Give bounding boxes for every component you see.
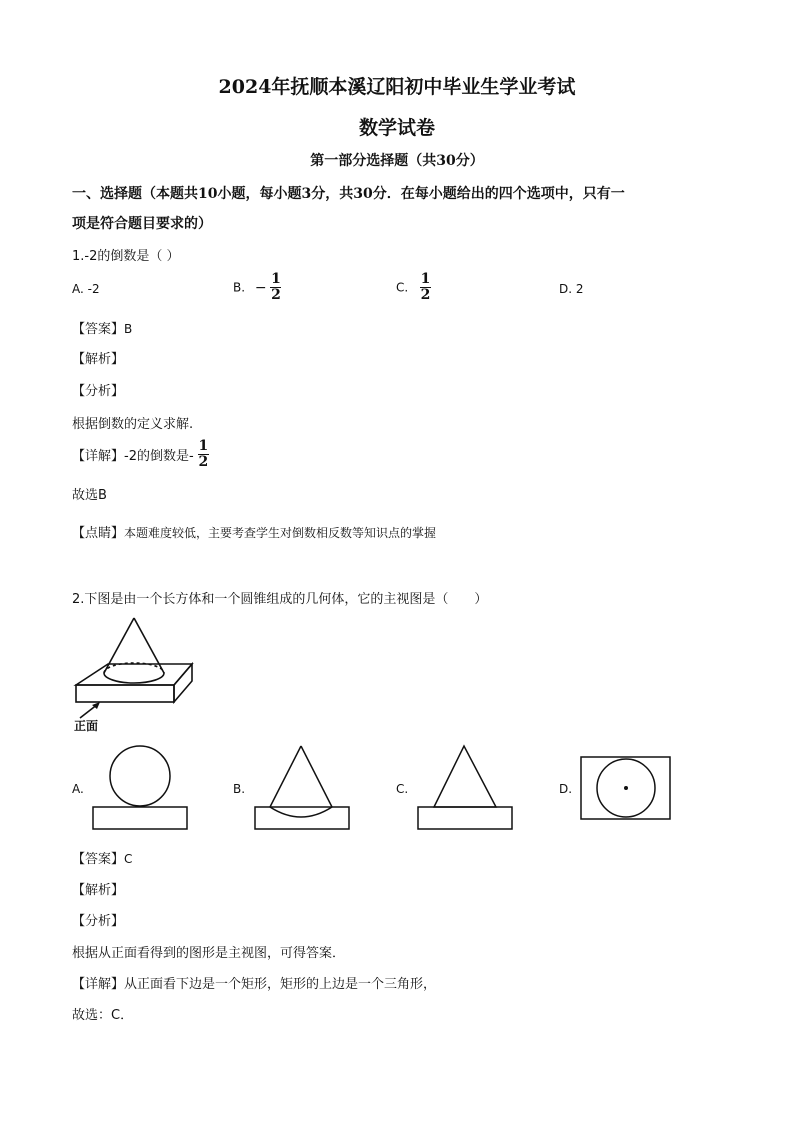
question-1-stem: 1.-2的倒数是（ ） bbox=[72, 249, 180, 264]
option-text: -2 bbox=[87, 282, 100, 296]
cone-left-side bbox=[270, 746, 301, 807]
cone-right-side bbox=[301, 746, 332, 807]
detail-text: -2的倒数是- bbox=[124, 449, 194, 464]
q1-analysis-tag: 【解析】 bbox=[72, 352, 125, 367]
numerator: 1 bbox=[198, 438, 209, 454]
q1-fenxi-tag: 【分析】 bbox=[72, 384, 125, 399]
q2-detail bbox=[72, 973, 436, 992]
numerator: 1 bbox=[271, 271, 281, 287]
denominator: 2 bbox=[271, 287, 281, 303]
fraction bbox=[420, 272, 431, 303]
q2-option-d-figure bbox=[580, 756, 672, 822]
denominator: 2 bbox=[198, 454, 209, 470]
section-heading: 第一部分选择题（共30分） bbox=[310, 153, 484, 169]
rectangle-shape bbox=[418, 807, 512, 829]
q1-option-b bbox=[233, 272, 281, 303]
q1-comment bbox=[72, 522, 436, 541]
q2-option-c-label: C. bbox=[396, 782, 409, 796]
circle-shape bbox=[110, 746, 170, 806]
detail-tag: 【详解】 bbox=[72, 977, 125, 992]
q1-option-a bbox=[72, 282, 100, 296]
q2-conclusion: 故选：C． bbox=[72, 1008, 134, 1023]
cuboid-top-face bbox=[76, 664, 192, 685]
minus-sign: − bbox=[254, 279, 267, 296]
answer-value: B bbox=[124, 322, 133, 336]
comment-tag: 【点睛】 bbox=[72, 526, 125, 541]
q2-answer bbox=[72, 848, 132, 867]
instructions-line-1: 一、选择题（本题共10小题，每小题3分，共30分．在每小题给出的四个选项中，只有一 bbox=[72, 186, 625, 202]
comment-text: 本题难度较低，主要考查学生对倒数相反数等知识点的掌握 bbox=[124, 526, 437, 540]
q1-option-d bbox=[559, 282, 584, 296]
option-letter: D. bbox=[559, 282, 573, 296]
denominator: 2 bbox=[420, 287, 431, 303]
question-2-stem: 2.下图是由一个长方体和一个圆锥组成的几何体，它的主视图是（ ） bbox=[72, 592, 488, 607]
rectangle-shape bbox=[93, 807, 187, 829]
option-text: 2 bbox=[575, 282, 584, 296]
fraction bbox=[198, 439, 209, 470]
curved-base bbox=[270, 807, 332, 817]
q2-option-b-label: B. bbox=[233, 782, 246, 796]
rectangle-shape bbox=[255, 807, 349, 829]
numerator: 1 bbox=[420, 271, 431, 287]
q2-fenxi-text: 根据从正面看得到的图形是主视图，可得答案． bbox=[72, 946, 346, 961]
q1-fenxi-text: 根据倒数的定义求解. bbox=[72, 417, 194, 432]
center-dot bbox=[624, 786, 628, 790]
q2-option-c-figure bbox=[416, 744, 514, 832]
q1-detail bbox=[72, 439, 209, 470]
cone-base-front bbox=[104, 673, 164, 683]
q2-fenxi-tag: 【分析】 bbox=[72, 914, 125, 929]
q1-answer bbox=[72, 318, 132, 337]
q2-analysis-tag: 【解析】 bbox=[72, 883, 125, 898]
q2-option-a-label: A. bbox=[72, 782, 84, 796]
front-label: 正面 bbox=[74, 719, 99, 733]
answer-value: C bbox=[124, 852, 133, 866]
instructions-line-2: 项是符合题目要求的） bbox=[72, 216, 212, 232]
detail-text: 从正面看下边是一个矩形，矩形的上边是一个三角形， bbox=[124, 977, 437, 992]
option-letter: B. bbox=[233, 280, 246, 295]
option-letter: A. bbox=[72, 282, 84, 296]
fraction bbox=[270, 272, 281, 303]
exam-subtitle: 数学试卷 bbox=[358, 117, 435, 139]
cuboid-right-face bbox=[174, 664, 192, 702]
exam-title: 2024年抚顺本溪辽阳初中毕业生学业考试 bbox=[218, 76, 576, 98]
cuboid-front-face bbox=[76, 685, 174, 702]
q2-option-b-figure bbox=[253, 744, 351, 832]
q1-option-c bbox=[396, 272, 431, 303]
answer-tag: 【答案】 bbox=[72, 852, 125, 867]
detail-tag: 【详解】 bbox=[72, 449, 125, 464]
option-letter: C. bbox=[396, 280, 409, 295]
answer-tag: 【答案】 bbox=[72, 322, 125, 337]
q1-conclusion: 故选B bbox=[72, 488, 107, 503]
q2-option-d-label: D. bbox=[559, 782, 573, 796]
triangle-shape bbox=[434, 746, 496, 807]
q2-option-a-figure bbox=[92, 745, 190, 831]
